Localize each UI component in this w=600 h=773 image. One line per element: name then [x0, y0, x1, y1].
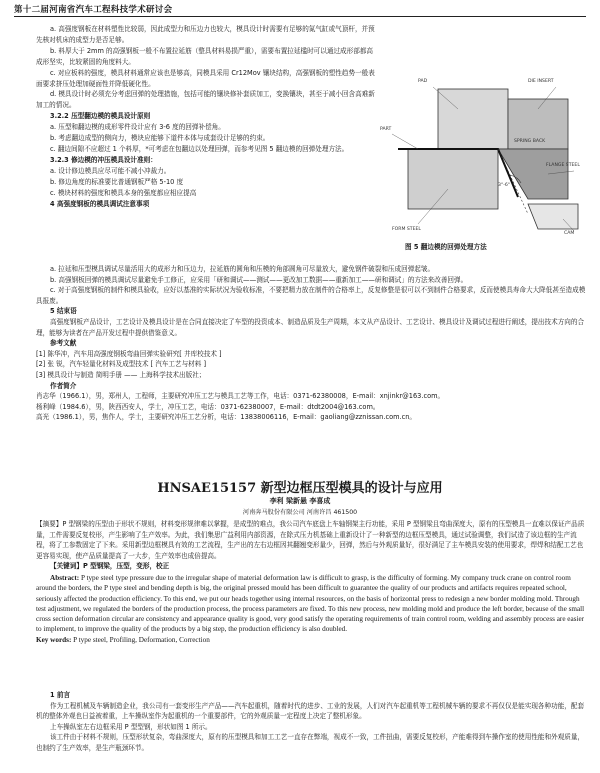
paragraph: 高强度钢板产品设计，工艺设计及模具设计是在合同直接决定了车型的投资成本、制造品质及生产周期，本文从产品设计、工艺设计、模具设计及调试过程进行阐述，提出技术方向的合理，能够为读者在产品开发过程中提供借鉴意义。	[36, 317, 585, 337]
paragraph: b. 高强钢板回弹的模具调试尽量避免手工修正，应采用「研和调试——测试——更改加工数据——重新加工——研和调试」的方法来改善回弹。	[50, 275, 468, 284]
abstract-label: Abstract:	[50, 574, 80, 582]
paragraph: a. 高强度钢板在材料塑性比较弱，因此成型力和压边力也较大，模具设计时需要有足够的氮气缸或气顶杆，并预先核对机床的成型力是否足够。	[36, 25, 375, 44]
pad-block	[438, 89, 508, 149]
header-rule	[14, 16, 586, 17]
paragraph: 3.2.2 压型翻边模的模具设计原则	[50, 112, 151, 121]
paragraph: b. 料厚大于 2mm 的高强钢板一般不布置拉延筋（整具材料易损严重），需要布置拉延槛时可以通过成形部都高成形坚实，比较紧固的角度料大。	[36, 46, 374, 66]
paragraph: 5 结束语	[50, 307, 77, 316]
abstract-text: P type steel type pressure due to the irregular shape of material deformation law is difficult to grasp, is the difficulty of forming. My company truck crane on control room around the borders, the P type steel and bending depth is big, the original pressed mould has been difficult to guarantee the quality of our products and artifacts requires repeated school, seriously affected the production efficiency. To this end, we put our heads together using internal resources, on the basis of horizontal press to redesign a new border molding mold. Through test adjustment, we regulated the borders of the production process, the process parameters are fixed. To this new process, new molding mold and produce the left border, because of the small cross section deformation circular are consistency and appearance quality is good, very good satisfy the operating requirements of train control room, welding and assembly process are easier to implement, to improve the quality of the products by a big step, the production efficiency is also doubled.	[36, 574, 585, 634]
paper-authors: 李利 梁新悬 李喜成	[269, 497, 331, 505]
paragraph: d. 模具设计时必须充分考虑回弹的处理措施，包括可能的镶块修补套质加工，变换镶块，甚至于减小回含高难新加工的情况。	[36, 90, 375, 110]
paragraph: 作者简介	[50, 381, 77, 390]
introduction-section	[36, 690, 586, 754]
paragraph: 该工件由于材料不规则，压型形状复杂，弯曲深度大，原有的压型模具和加工工艺一直存在弊端，视成不一致，工件扭曲，需要反复校形，产能难得到车操作室的使用性能和外观质量，也制约了生产效率，是生产瓶颈环节。	[36, 733, 585, 752]
paragraph: 高光（1986.1），男，焦作人，学士，主要研究冲压工艺分析，电话：13838006116，E-mail：gaoliang@zznissan.com.cn。	[36, 413, 417, 422]
keywords-label: Key words:	[36, 635, 72, 644]
figure-caption: 图 5 翻边模的回弹处理方法	[405, 243, 487, 251]
running-header: 第十二届河南省汽车工程科技学术研讨会	[14, 5, 173, 15]
paragraph: b. 考虑翻边成型的侧向力，模块应能够下道件本体与成套设计足够的约束。	[50, 134, 270, 143]
paragraph: 作为工程机械及车辆制造企业，我公司有一套变形生产产品——汽车起重机，随着时代的进步、工业的发展，人们对汽车起重机等工程机械车辆的要求不再仅仅是能实现各种功能，配套机的整体外观也日益被着重，上车操纵室作为起重机的一个重要部件，它的外观质量一定程度上决定了整机形象。	[36, 701, 585, 721]
label-spring-back: SPRING BACK	[514, 139, 546, 144]
paragraph: c. 翻边间隙不应超过 1 个料厚，*可考虑在包翻边以处理回弹，而参考见图 5 翻边模的回弹处理方法。	[50, 144, 349, 153]
paragraph: 杨利峰（1984.6），男，陕西西安人，学士，冲压工艺，电话：0371-62380007，E-mail：dtdt2004@163.com。	[36, 402, 380, 411]
paragraph: c. 对应板料的强度，模具材料通常应该也是够高，同模具采用 Cr12Mov 镶块结构，高强钢板的塑性趋势一般表面要求挤压处理加硬面性并降低硬化性。	[36, 68, 375, 88]
die-springback-diagram	[378, 79, 586, 239]
section-debugging-conclusion	[36, 264, 586, 423]
paragraph: [2] 张 锐，汽车轻量化材料及成型技术 [ 汽车工艺与材料 ]	[36, 360, 207, 369]
paper-title: HNSAE15157 新型边框压型模具的设计与应用	[157, 481, 443, 496]
keywords-text: P type steel, Profiling, Deformation, Correction	[73, 635, 210, 644]
form-steel-block	[408, 149, 498, 209]
paragraph: c. 对于高强度钢板的制件和模具验收，应好以基准的实际状况为验收标准，不要把精力放在制件的合格率上，反复修整是很可以不到制件合格要求，反而使模具寿命大大降低甚至造成模具报废。	[36, 286, 586, 305]
figure-5-diagram	[378, 79, 586, 239]
chinese-abstract	[36, 519, 586, 572]
paragraph: [3] 模具设计与制造 简明手册 —— 上海科学技术出版社；	[36, 370, 206, 379]
label-pad: PAD	[418, 79, 428, 84]
paragraph: 3.2.3 修边模的冲压模具设计准则：	[50, 155, 157, 164]
paragraph: c. 模块材料的强度和模具本身的强度都应相应提高	[50, 188, 197, 197]
label-flange-steel: FLANGE STEEL	[546, 163, 580, 168]
label-form-steel: FORM STEEL	[392, 227, 421, 232]
paragraph: a. 拉延和压型模具调试尽量活用大的成形力和压边力，拉延筋的圆角和压模的角部圆角可尽量放大，避免钢件破裂和压成回弹起皱。	[50, 265, 435, 273]
english-abstract	[36, 573, 586, 645]
paragraph: a. 设计修边模具应尽可能不减小冲裁力。	[50, 166, 171, 175]
label-angle: 3°-6°	[498, 183, 511, 188]
paragraph: 参考文献	[50, 339, 77, 348]
paragraph: 【摘要】P 型钢梁的压型由于形状不规则，材料变形规律难以掌握，是成型的难点，我公司汽车底盘上车轴钢架主行功能，采用 P 型钢梁且弯曲深度大，原有的压型模具一直难以保证产品质量，工件需要反复校形，产生影响了生产效率。为此，我们集思广益利用内部资源，在除式压力机基础上重新设计了一种新型的边框压型模具，通过试验调整，我们试造了该边框的生产流程，将了工参数固定了下来。采用新型边框模具有效的工艺流程，生产出的左右边框因其翻翘变形量少，回弹，然后与外观质量好，很好满足了主车模具安装的使用要求，焊焊和结配工艺也更容易实现，使产品质量提高了一大步，生产效率也成倍提高。	[36, 520, 585, 560]
paragraph: 上车操纵室左右边框采用 P 型型钢，形状如图 1 所示。	[50, 722, 212, 731]
paragraph: b. 修边角度的标准要比普通钢板严格 5-10 度	[50, 177, 184, 186]
paragraph: a. 压型和翻边模的成形零件设计应有 3-6 度的回弹补偿角。	[50, 123, 225, 132]
cam-block	[528, 204, 578, 229]
label-part: PART	[380, 127, 392, 132]
paragraph: 【关键词】P 型钢梁，压型，变形，校正	[50, 562, 170, 571]
upper-left-column	[36, 24, 376, 209]
paragraph: 1 前言	[50, 691, 71, 699]
paragraph: 肖志华（1966.1），男，郑州人，工程师，主要研究冲压工艺与模具工艺等工作，电话：0371-62380008，E-mail：xnjinkr@163.com。	[36, 392, 445, 401]
paragraph: [1] 陈华冲，汽车用高强度钢板弯曲回弹实验研究[ 井库校技术 ]	[36, 349, 222, 358]
label-die-insert: DIE INSERT	[528, 79, 554, 84]
paragraph: 4 高强度钢板的模具调试注意事项	[50, 199, 150, 208]
leader-line	[392, 134, 418, 149]
label-cam: CAM	[564, 231, 575, 236]
paper-affiliation: 河南奔马股份有限公司 河南许昌 461500	[242, 509, 358, 516]
